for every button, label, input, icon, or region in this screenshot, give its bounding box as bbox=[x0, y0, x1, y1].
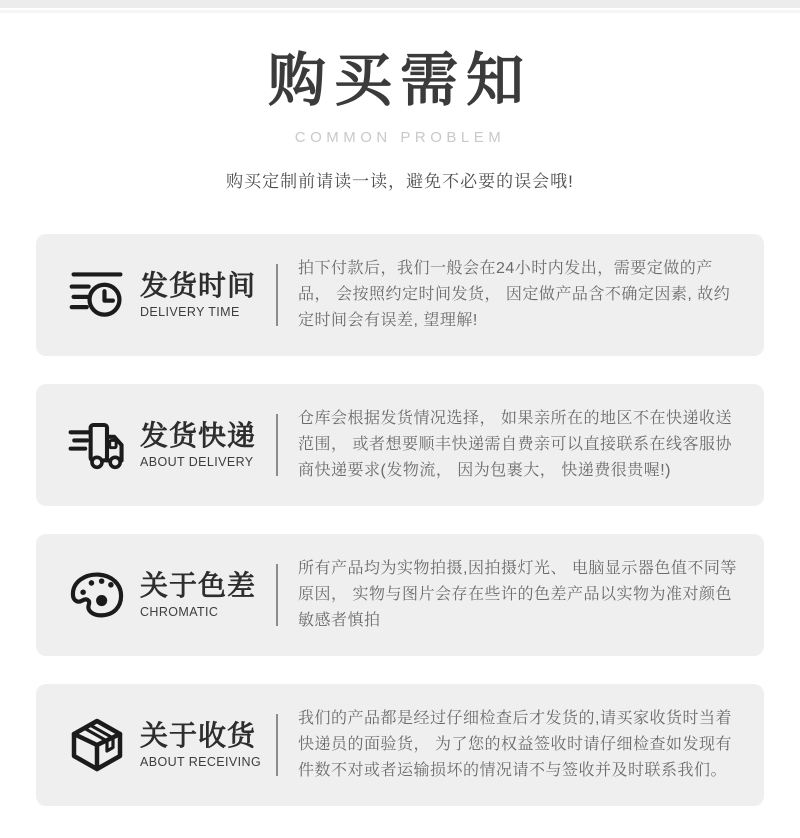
card-title-block bbox=[140, 421, 262, 469]
card-subtitle: ABOUT RECEIVING bbox=[140, 754, 262, 769]
top-divider-strip bbox=[0, 0, 800, 13]
page-header bbox=[0, 13, 800, 192]
top-strip-band bbox=[0, 0, 800, 8]
notice-cards bbox=[36, 234, 764, 806]
vertical-divider bbox=[276, 264, 278, 326]
card-text: 仓库会根据发货情况选择， 如果亲所在的地区不在快递收送范围， 或者想要顺丰快递需自费亲可以直接联系在线客服协商快递要求(发物流， 因为包裹大， 快递费很贵喔!) bbox=[298, 409, 732, 479]
card-about-delivery bbox=[36, 384, 764, 506]
card-title: 关于色差 bbox=[140, 569, 257, 601]
card-title-block bbox=[140, 271, 262, 319]
speed-clock-icon bbox=[66, 269, 128, 321]
card-title: 发货时间 bbox=[140, 269, 257, 301]
card-chromatic bbox=[36, 534, 764, 656]
card-delivery-time bbox=[36, 234, 764, 356]
page-subtitle: COMMON PROBLEM bbox=[294, 128, 506, 146]
vertical-divider bbox=[276, 414, 278, 476]
card-title-block bbox=[140, 721, 262, 769]
card-title-block bbox=[140, 571, 262, 619]
card-subtitle: ABOUT DELIVERY bbox=[140, 454, 254, 469]
card-title: 发货快递 bbox=[140, 419, 257, 451]
page-intro: 购买定制前请读一读，避免不必要的误会哦! bbox=[226, 171, 574, 191]
card-text: 所有产品均为实物拍摄,因拍摄灯光、 电脑显示器色值不同等原因， 实物与图片会存在些许的色差产品以实物为准对颜色敏感者慎拍 bbox=[298, 559, 737, 629]
page-title: 购买需知 bbox=[267, 48, 532, 113]
card-subtitle: DELIVERY TIME bbox=[140, 304, 240, 319]
card-about-receiving bbox=[36, 684, 764, 806]
card-text: 我们的产品都是经过仔细检查后才发货的,请买家收货时当着快递员的面验货， 为了您的权益签收时请仔细检查如发现有件数不对或者运输损坏的情况请不与签收并及时联系我们。 bbox=[298, 709, 732, 779]
vertical-divider bbox=[276, 564, 278, 626]
delivery-truck-icon bbox=[66, 419, 128, 471]
card-title: 关于收货 bbox=[140, 719, 257, 751]
card-subtitle: CHROMATIC bbox=[140, 604, 219, 619]
package-box-icon bbox=[66, 716, 128, 774]
palette-icon bbox=[66, 570, 128, 620]
card-text: 拍下付款后，我们一般会在24小时内发出，需要定做的产品， 会按照约定时间发货， 因定做产品含不确定因素, 故约定时间会有误差, 望理解! bbox=[298, 259, 731, 329]
vertical-divider bbox=[276, 714, 278, 776]
